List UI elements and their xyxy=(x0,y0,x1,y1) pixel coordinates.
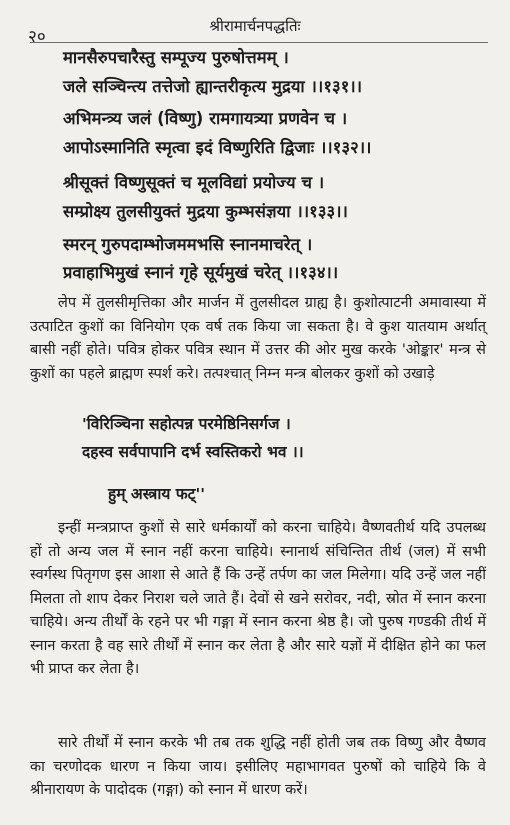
paragraph-tirtha: इन्हीं मन्त्रप्राप्त कुशों से सारे धर्मकार्यों को करना चाहिये। वैष्णवतीर्थ यदि उपलब्ध हों तो अन्य जल में स्नान नहीं करना चाहिये। स्नानार्थ संचिन्तित तीर्थ (जल) में सभी स्वर्गस्थ पितृगण इस आशा से आते हैं कि उन्हें तर्पण का जल मिलेगा। यदि उन्हें जल नहीं मिलता तो शाप देकर निराश चले जाते हैं। देवों से खने सरोवर, नदी, स्रोत में स्नान करना चाहिये। अन्य तीर्थों के रहने पर भी गङ्गा में स्नान करना श्रेष्ठ है। जो पुरुष गण्डकी तीर्थ में स्नान करता है वह सारे तीर्थों में स्नान कर लेता है और सारे यज्ञों में दीक्षित होने का फल भी प्राप्त कर लेता है। xyxy=(30,520,486,677)
verse-line: जले सञ्चिन्त्य तत्तेजो ह्यान्तरीकृत्य मुद्रया ।।१३१।। xyxy=(63,77,363,96)
running-title: श्रीरामार्चनपद्धतिः xyxy=(209,17,301,35)
page-header xyxy=(0,6,510,47)
paragraph-kusha: लेप में तुलसीमृत्तिका और मार्जन में तुलसीदल ग्राह्य है। कुशोत्पाटनी अमावास्या में उत्पाटित कुशों का विनियोग एक वर्ष तक किया जा सकता है। वे कुश यातयाम अर्थात् बासी नहीं होते। पवित्र होकर पवित्र स्थान में उत्तर की ओर मुख करके 'ओङ्कार' मन्त्र से कुशों का पहले ब्राह्मण स्पर्श करे। तत्पश्चात् निम्न मन्त्र बोलकर कुशों को उखाड़े xyxy=(30,295,486,382)
mantra-line: हुम् अस्त्राय फट्'' xyxy=(108,485,205,503)
verse-line: अभिमन्त्र्य जलं (विष्णु) रामगायत्र्या प्रणवेन च । xyxy=(63,109,348,128)
mantra-line: दहस्व सर्वपापानि दर्भ स्वस्तिकरो भव ।। xyxy=(82,443,304,461)
verse-line: श्रीसूक्तं विष्णुसूक्तं च मूलविद्यां प्रयोज्य च । xyxy=(63,173,325,192)
verse-line: आपोऽस्मानिति स्मृत्वा इदं विष्णुरिति द्विजाः ।।१३२।। xyxy=(63,138,372,157)
page-number: २० xyxy=(28,27,46,47)
verse-line: मानसैरुपचारैस्तु सम्पूज्य पुरुषोत्तमम् । xyxy=(63,48,289,67)
verse-line: स्मरन् गुरुपदाम्भोजममभसि स्नानमाचरेत् । xyxy=(63,235,313,254)
mantra-line: 'विरिञ्चिना सहोत्पन्न परमेष्ठिनिसर्गज । xyxy=(82,415,291,433)
verse-line: सम्प्रोक्ष्य तुलसीयुक्तं मुद्रया कुम्भसंज्ञया ।।१३३।। xyxy=(63,202,348,221)
paragraph-charanodak: सारे तीर्थों में स्नान करके भी तब तक शुद्धि नहीं होती जब तक विष्णु और वैष्णव का चरणोदक धारण न किया जाय। इसीलिए महाभागवत पुरुषों को चाहिये कि वे श्रीनारायण के पादोदक (गङ्गा) को स्नान में धारण करें। xyxy=(30,735,486,798)
header-rule xyxy=(30,42,488,43)
verse-line: प्रवाहाभिमुखं स्नानं गृहे सूर्यमुखं चरेत् ।।१३४।। xyxy=(63,263,339,282)
